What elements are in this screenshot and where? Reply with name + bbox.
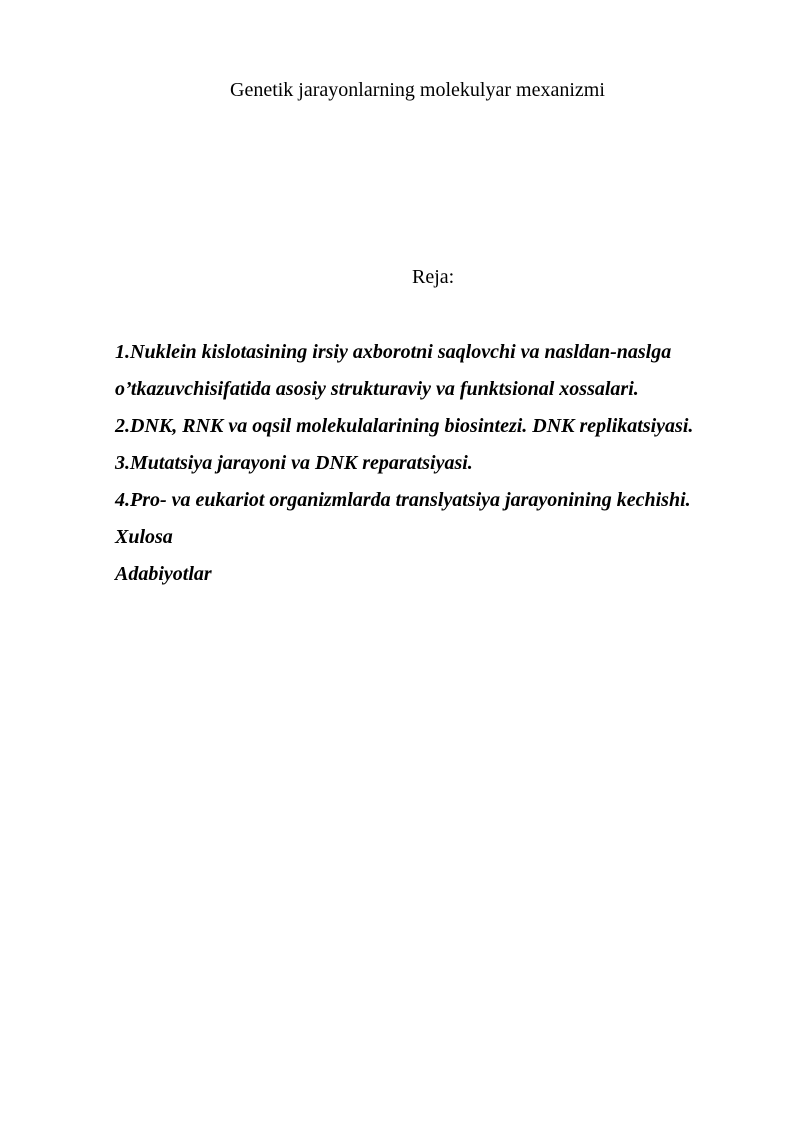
document-title: Genetik jarayonlarning molekulyar mexanizmi [230,79,605,101]
plan-item-1-line-1: 1.Nuklein kislotasining irsiy axborotni saqlovchi va nasldan-naslga [115,341,672,363]
plan-item-2: 2.DNK, RNK va oqsil molekulalarining biosintezi. DNK replikatsiyasi. [115,415,694,437]
plan-item-references: Adabiyotlar [115,563,212,585]
plan-item-1-line-2: o’tkazuvchisifatida asosiy strukturaviy va funktsional xossalari. [115,378,639,400]
plan-item-3: 3.Mutatsiya jarayoni va DNK reparatsiyasi. [115,452,473,474]
plan-item-4: 4.Pro- va eukariot organizmlarda translyatsiya jarayonining kechishi. [115,489,691,511]
plan-list [115,334,785,593]
plan-item-conclusion: Xulosa [115,526,173,548]
plan-heading: Reja: [412,266,455,288]
